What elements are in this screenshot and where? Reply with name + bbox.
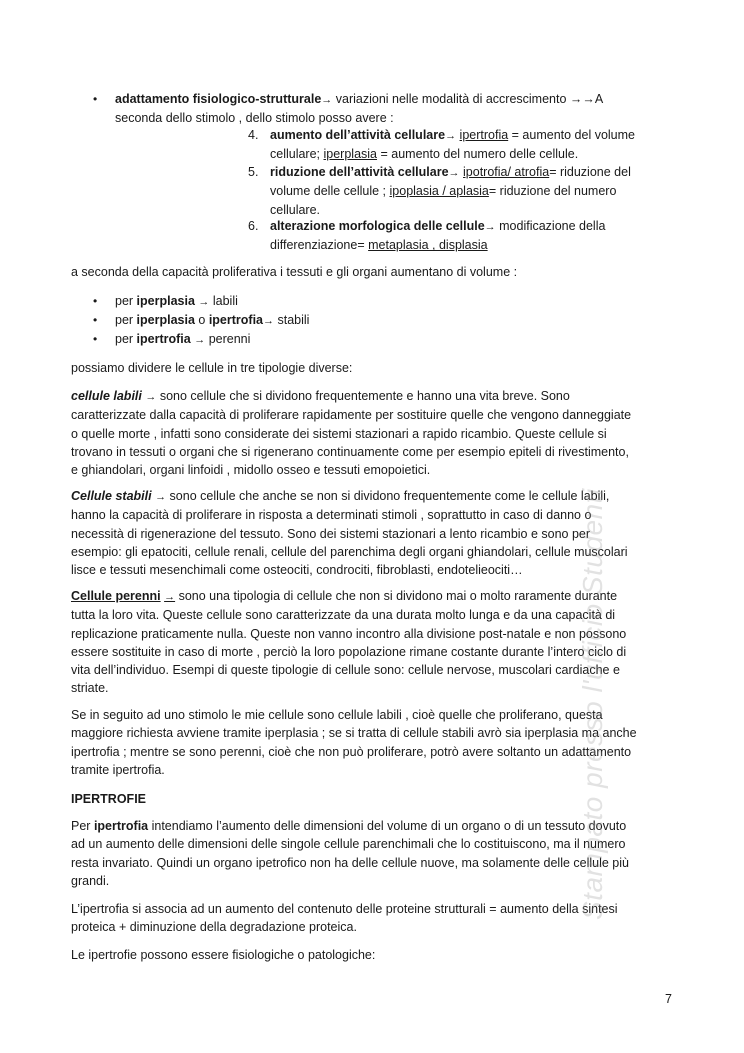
text: lisce e tessuti mesenchimali come osteociti, condrociti, fibroblasti, endotelieociti… <box>71 563 523 578</box>
text: grandi. <box>71 873 110 888</box>
text: o <box>194 313 209 327</box>
text: sono una tipologia di cellule che non si dividono mai o molto raramente durante <box>175 589 618 603</box>
text: ipertrofia ; mentre se sono perenni, cioè che non può proliferare, potrò avere soltanto un adattamento <box>71 744 632 759</box>
text: = aumento del volume <box>508 128 636 142</box>
text: trovano in tessuti o organi che si rigenerano continuamente come per esempio epiteli di rivestimento, <box>71 444 629 459</box>
arrow-icon: → <box>321 94 333 106</box>
heading-ipertrofie: IPERTROFIE <box>71 792 147 806</box>
text: = riduzione del numero <box>488 184 617 199</box>
text: volume delle cellule ; <box>270 184 390 199</box>
text: differenziazione= <box>270 238 369 253</box>
watermark: Stampato presso l'ufficio Studenti <box>577 488 608 920</box>
paragraph-dividere: possiamo dividere le cellule in tre tipologie diverse: <box>71 361 353 375</box>
arrow-icon: → <box>198 296 210 308</box>
item-number: 4. <box>248 128 259 142</box>
arrow-icon: → <box>445 130 457 142</box>
term-labili: cellule labili <box>71 389 142 403</box>
text: esempio: gli epatociti, cellule renali, cellule del parenchima degli organi ghiandolari, cellule muscolari <box>71 544 628 559</box>
term-perenni: Cellule perenni <box>71 589 161 603</box>
bullet-stabili <box>115 311 685 330</box>
bold-term: aumento dell’attività cellulare <box>270 128 446 142</box>
arrow-icon: → <box>145 391 157 403</box>
text: Se in seguito ad uno stimolo le mie cellule sono cellule labili , cioè quelle che proliferano, questa <box>71 708 603 722</box>
text: caratterizzate dalla capacità di proliferare rapidamente per sostituire quelle che vengono danneggiate <box>71 408 632 423</box>
text: vita dell’individuo. Esempi di queste tipologie di cellule sono: cellule nervose, muscolari cardiache e <box>71 663 620 678</box>
underlined-term: ipotrofia/ atrofia <box>463 165 550 179</box>
arrow-icon: → <box>484 221 496 233</box>
paragraph-labili <box>71 387 677 479</box>
bold-term: iperplasia <box>136 313 195 327</box>
text: seconda dello stimolo , dello stimolo posso avere : <box>115 111 394 126</box>
text: resta invariato. Quindi un organo ipetrofico non ha delle cellule nuove, ma solamente delle cellule più <box>71 855 629 870</box>
text: tutta la loro vita. Queste cellule sono caratterizzate da una durata molto lunga e da una capacità di <box>71 608 616 623</box>
underlined-term: iperplasia <box>323 147 378 162</box>
text: replicazione praticamente nulla. Queste non vanno incontro alla divisione post-natale e non possono <box>71 626 627 641</box>
bold-term: ipertrofia <box>208 313 264 327</box>
bold-term: ipertrofia <box>136 332 191 346</box>
term-stabili: Cellule stabili <box>71 489 152 503</box>
text: ad un aumento delle dimensioni delle singole cellule parenchimali che lo costituiscono, ma il numero <box>71 837 626 852</box>
bullet-perenni <box>115 330 685 349</box>
arrow-icon: → <box>448 167 460 179</box>
text: per <box>115 313 137 327</box>
text: = riduzione del <box>549 165 631 179</box>
text: cellulare. <box>270 202 321 217</box>
paragraph-fisiologiche: Le ipertrofie possono essere fisiologiche o patologiche: <box>71 948 376 962</box>
numbered-item-4 <box>248 126 690 164</box>
text: tramite ipertrofia. <box>71 762 165 777</box>
text: o quelle morte , infatti sono considerate dei sistemi stazionari a rapido ricambio. Queste cellule si <box>71 426 607 441</box>
text: maggiore richiesta avviene tramite iperplasia ; se si tratta di cellule stabili avrò sia iperplasia ma anche <box>71 726 637 741</box>
text: stabili <box>274 313 310 327</box>
text: labili <box>209 294 238 308</box>
text: modificazione della <box>495 219 606 233</box>
underlined-term: ipertrofia <box>459 128 509 142</box>
item-number: 6. <box>248 219 259 233</box>
text: essere sostituite in caso di morte , perciò la loro popolazione rimane costante durante l’intero ciclo di <box>71 644 627 659</box>
text: sono cellule che si dividono frequentemente e hanno una vita breve. Sono <box>156 389 570 403</box>
text: proteica + diminuzione della degradazione proteica. <box>71 920 357 935</box>
text: sono cellule che anche se non si dividono frequentemente come le cellule labili, <box>166 489 610 503</box>
arrow-icon: → <box>263 315 275 327</box>
arrow-icon: → <box>155 491 167 503</box>
underlined-term: metaplasia , displasia <box>368 238 488 253</box>
text: cellulare; <box>270 147 324 162</box>
underlined-term: ipoplasia / aplasia <box>389 184 489 199</box>
bold-term: iperplasia <box>136 294 195 308</box>
numbered-item-6 <box>248 217 690 255</box>
bold-term: riduzione dell’attività cellulare <box>270 165 449 179</box>
text: intendiamo l’aumento delle dimensioni del volume di un organo o di un tessuto dovuto <box>148 819 627 833</box>
arrow-icon: → <box>194 334 206 346</box>
bold-term: adattamento fisiologico-strutturale <box>115 92 322 106</box>
numbered-item-5 <box>248 163 690 219</box>
text: per <box>115 294 137 308</box>
bullet-labili <box>115 292 685 311</box>
bold-term: alterazione morfologica delle cellule <box>270 219 485 233</box>
text: L’ipertrofia si associa ad un aumento del contenuto delle proteine strutturali = aumento della sintesi <box>71 902 618 916</box>
page-number: 7 <box>665 992 672 1006</box>
item-number: 5. <box>248 165 259 179</box>
text: e ghiandolari, organi linfoidi , midollo osseo e tessuti emopoietici. <box>71 463 431 478</box>
text: striate. <box>71 681 109 696</box>
bold-term: ipertrofia <box>93 819 149 833</box>
bullet-adattamento <box>115 90 685 128</box>
text: per <box>115 332 137 346</box>
text: necessità di rigenerazione del tessuto. Sono dei sistemi stazionari a lento ricambio e sono per <box>71 526 591 541</box>
text: = aumento del numero delle cellule. <box>377 147 579 162</box>
text: Per <box>71 819 94 833</box>
paragraph-seconda: a seconda della capacità proliferativa i tessuti e gli organi aumentano di volume : <box>71 265 518 279</box>
text: hanno la capacità di proliferare in risposta a determinati stimoli , soprattutto in caso di danno o <box>71 508 592 523</box>
text: variazioni nelle modalità di accrescimento →→A <box>332 92 604 106</box>
text: perenni <box>205 332 251 346</box>
arrow-icon: → <box>164 591 176 603</box>
